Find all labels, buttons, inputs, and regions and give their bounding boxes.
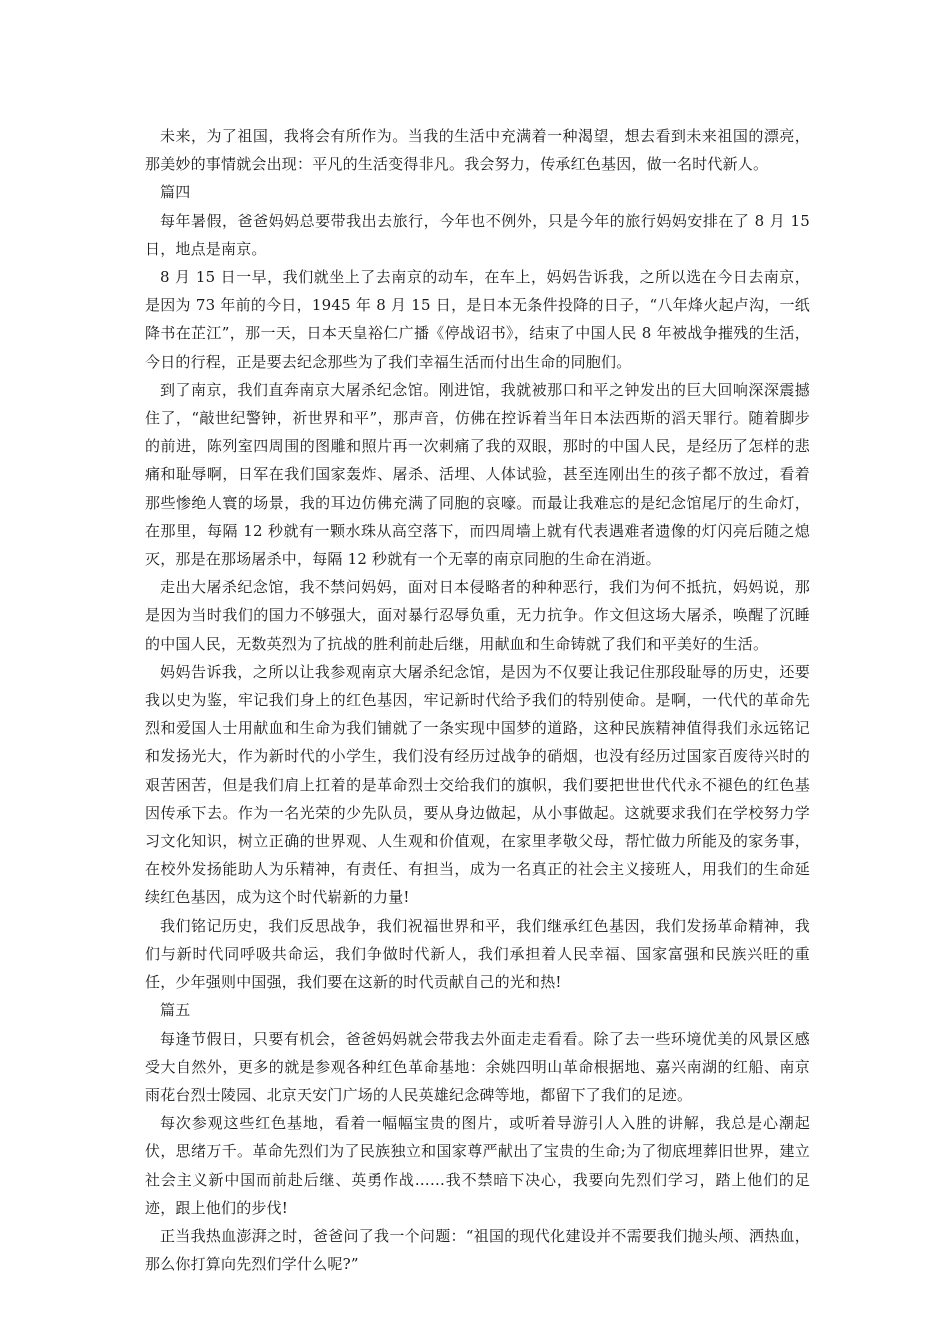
paragraph-red-bases: 每次参观这些红色基地，看着一幅幅宝贵的图片，或听着导游引人入胜的讲解，我总是心潮起伏，思绪万千。革命先烈们为了民族独立和国家尊严献出了宝贵的生命;为了彻底埋葬旧世界，建立社会主义新中国而前赴后继、英勇作战……我不禁暗下决心，我要向先烈们学习，踏上他们的足迹，跟上他们的步伐!	[145, 1114, 810, 1217]
paragraph-mother-explains: 妈妈告诉我，之所以让我参观南京大屠杀纪念馆，是因为不仅要让我记住那段耻辱的历史，还要我以史为鉴，牢记我们身上的红色基因，牢记新时代给予我们的特别使命。是啊，一代代的革命先烈和爱国人士用献血和生命为我们铺就了一条实现中国梦的道路，这种民族精神值得我们永远铭记和发扬光大，作为新时代的小学生，我们没有经历过战争的硝烟，也没有经历过国家百废待兴时的艰苦困苦，但是我们肩上扛着的是革命烈士交给我们的旗帜，我们要把世世代代永不褪色的红色基因传承下去。作为一名光荣的少先队员，要从身边做起，从小事做起。这就要求我们在学校努力学习文化知识，树立正确的世界观、人生观和价值观，在家里孝敬父母，帮忙做力所能及的家务事，在校外发扬能助人为乐精神，有责任、有担当，成为一名真正的社会主义接班人，用我们的生命延续红色基因，成为这个时代崭新的力量!	[145, 662, 810, 907]
section-heading-5: 篇五	[160, 1001, 191, 1020]
paragraph-holidays: 每逢节假日，只要有机会，爸爸妈妈就会带我去外面走走看看。除了去一些环境优美的风景区感受大自然外，更多的就是参观各种红色革命基地：余姚四明山革命根据地、嘉兴南湖的红船、南京雨花台烈士陵园、北京天安门广场的人民英雄纪念碑等地，都留下了我们的足迹。	[145, 1029, 810, 1104]
paragraph-remember-history: 我们铭记历史，我们反思战争，我们祝福世界和平，我们继承红色基因，我们发扬革命精神，我们与新时代同呼吸共命运，我们争做时代新人，我们承担着人民幸福、国家富强和民族兴旺的重任，少年强则中国强，我们要在这新的时代贡献自己的光和热!	[145, 916, 810, 992]
paragraph-summer-trip: 每年暑假，爸爸妈妈总要带我出去旅行，今年也不例外，只是今年的旅行妈妈安排在了 8 月 15 日，地点是南京。	[145, 211, 810, 258]
paragraph-future: 未来，为了祖国，我将会有所作为。当我的生活中充满着一种渴望，想去看到未来祖国的漂亮，那美妙的事情就会出现：平凡的生活变得非凡。我会努力，传承红色基因，做一名时代新人。	[145, 127, 810, 174]
paragraph-leaving-memorial: 走出大屠杀纪念馆，我不禁问妈妈，面对日本侵略者的种种恶行，我们为何不抵抗，妈妈说，那是因为当时我们的国力不够强大，面对暴行忍辱负重，无力抗争。作文但这场大屠杀，唤醒了沉睡的中国人民，无数英烈为了抗战的胜利前赴后继，用献血和生命铸就了我们和平美好的生活。	[145, 578, 810, 653]
paragraph-father-question: 正当我热血澎湃之时，爸爸问了我一个问题：“祖国的现代化建设并不需要我们抛头颅、洒热血，那么你打算向先烈们学什么呢?”	[145, 1226, 810, 1274]
section-heading-4: 篇四	[160, 183, 191, 202]
paragraph-train: 8 月 15 日一早，我们就坐上了去南京的动车，在车上，妈妈告诉我，之所以选在今日去南京，是因为 73 年前的今日，1945 年 8 月 15 日，是日本无条件投降的日子，“八年烽火起卢沟，一纸降书在芷江”，那一天，日本天皇裕仁广播《停战诏书》，结束了中国人民 8 年被战争摧残的生活，今日的行程，正是要去纪念那些为了我们幸福生活而付出生命的同胞们。	[145, 268, 810, 371]
paragraph-memorial-visit: 到了南京，我们直奔南京大屠杀纪念馆。刚进馆，我就被那口和平之钟发出的巨大回响深深震撼住了，“敲世纪警钟，祈世界和平”，那声音，仿佛在控诉着当年日本法西斯的滔天罪行。随着脚步的前进，陈列室四周围的图雕和照片再一次刺痛了我的双眼，那时的中国人民，是经历了怎样的悲痛和耻辱啊，日军在我们国家轰炸、屠杀、活埋、人体试验，甚至连刚出生的孩子都不放过，看着那些惨绝人寰的场景，我的耳边仿佛充满了同胞的哀嚎。而最让我难忘的是纪念馆尾厅的生命灯，在那里，每隔 12 秒就有一颗水珠从高空落下，而四周墙上就有代表遇难者遗像的灯闪亮后随之熄灭，那是在那场屠杀中，每隔 12 秒就有一个无辜的南京同胞的生命在消逝。	[145, 380, 810, 569]
document-body	[145, 122, 810, 1278]
